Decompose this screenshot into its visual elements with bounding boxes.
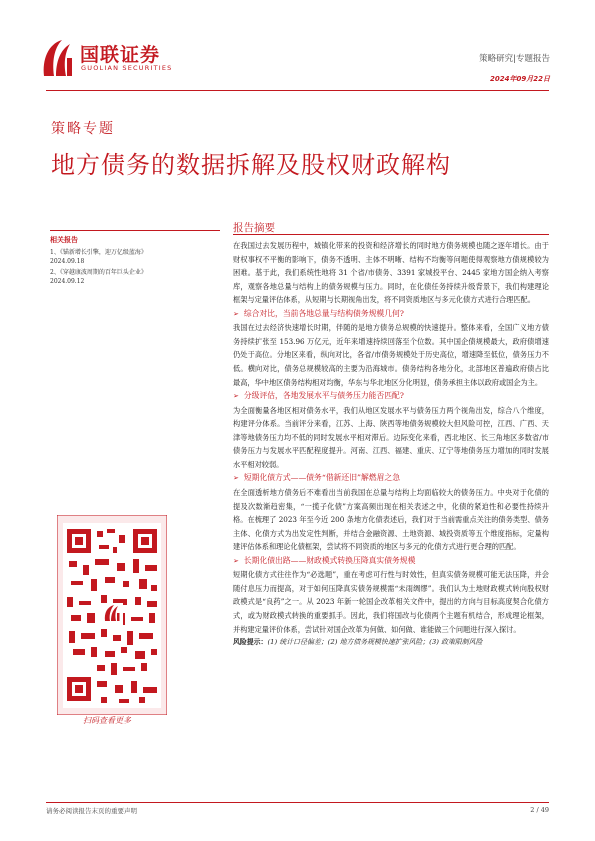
related-item-date: 2024.09.18 [50,258,85,265]
section-heading-text: 短期化债方式——债务“借新还旧”解燃眉之急 [243,473,400,483]
report-type: 策略研究|专题报告 [479,54,550,64]
section-heading-text: 综合对比，当前各地总量与结构债务规模几何? [243,308,404,318]
summary-divider [233,234,549,235]
related-item-date: 2024.09.12 [50,278,85,285]
summary-heading: 报告摘要 [233,222,275,234]
page-number: 2 / 49 [530,806,549,814]
section-heading [233,389,549,404]
related-heading: 相关报告 [50,235,78,244]
risk-text: (1) 统计口径偏差；(2) 地方债务规模快速扩张风险；(3) 政策限制风险 [267,638,483,647]
section-heading-text: 分级评估，各地发展水平与债务压力能否匹配? [243,391,404,401]
section-heading [233,554,549,569]
related-item-title[interactable]: 1、《锚新增长引擎，迎万亿级蓝海》 [50,249,147,256]
qr-caption: 扫码查看更多 [83,716,131,725]
arrow-bullet-icon: ➢ [233,392,239,401]
related-item-title[interactable]: 2、《穿越康波周期的百年巨头企业》 [50,269,147,276]
logo-text-cn: 国联证券 [80,44,161,66]
section-heading-text: 长期化债出路——财政模式转换压降真实债务规模 [243,555,416,565]
footer-disclaimer: 请务必阅读报告末页的重要声明 [46,807,137,815]
section-body: 在全面透析地方债务后不难看出当前我国在总量与结构上均面临较大的债务压力。中央对于化债的提及次数渐趋密集，“一揽子化债”方案高频出现在相关表述之中，化债的紧迫性和必要性持续升格。在梳理了 2023 年至今近 200 条地方化债表述后，我们对于当前需重点关注的债务类型、债务主体、化债方式为出发定性判断，并结合金融资源、土地资源、城投资质等五个维度指标，定量构建评估体系和理论化债框架，尝试将不同资质的地区与多元的化债方式进行更合理的匹配。 [233,487,549,552]
section-heading [233,307,549,322]
section-body: 短期化债方式往往作为“必选题”，重在考虑可行性与时效性，但真实债务规模可能无法压降，并会随付息压力而提高，对于如何压降真实债务规模需“未雨绸缪”。我们认为土地财政模式转向股权财政模式是“良药”之一。从 2023 年新一轮国企改革相关文件中，提出的方向与目标高度契合化债方式，或为财政模式转换的重要抓手。因此，我们将国改与化债两个主题有机结合，形成理论框架，并构建定量评价体系，尝试针对国企改革为何做、如何做、谁能做三个问题进行深入探讨。 [233,570,549,634]
arrow-bullet-icon: ➢ [233,556,239,565]
report-date: 2024年09月22日 [490,75,550,83]
section-body: 我国在过去经济快速增长时期，伴随的是地方债务总规模的快速提升。整体来看，全国广义地方债务持续扩张至 153.96 万亿元，近年来增速持续回落至个位数。其中国企债规模最大，政府债增速仍处于高位。分地区来看，纵向对比，各省/市债务规模处于历史高位，增速降至低位，债务压力不低。横向对比，债务总规模较高的主要为沿海城市。债务结构各地分化，北部地区普遍政府债占比最高，华中地区债务结构相对均衡，华东与华北地区分化明显，债务承担主体以政府或国企为主。 [233,323,549,387]
qr-code-block [53,505,170,735]
related-reports [50,230,220,288]
section-body: 为全面衡量各地区相对债务水平，我们从地区发展水平与债务压力两个视角出发，综合八个维度，构建评分体系。当前评分来看，江苏、上海、陕西等地债务规模较大但风险可控，江西、广西、天津等地债务压力均不低的同时发展水平相对滞后。边际变化来看，西北地区、长三角地区多数省/市债务压力与发展水平匹配程度提升。河南、江西、福建、重庆、辽宁等地债务压力增加的同时发展水平相对较弱。 [233,405,549,469]
arrow-bullet-icon: ➢ [233,474,239,483]
company-logo [40,36,200,80]
report-title: 地方债务的数据拆解及股权财政解构 [51,151,451,179]
logo-text-en: GUOLIAN SECURITIES [81,64,173,72]
risk-label: 风险提示： [233,638,268,647]
footer-divider [46,802,549,803]
header-meta [479,52,550,84]
summary-content [233,239,549,650]
risk-warning [233,636,549,650]
logo-mark-icon [40,36,76,80]
summary-intro: 在我国过去发展历程中，城镇化带来的投资和经济增长的同时地方债务规模也随之逐年增长。由于财权事权不平衡的影响下，债务不透明、主体不明晰、结构不均衡等问题使得观察地方债规模较为困难。基于此，我们系统性地将 31 个省/市债务、3391 家城投平台、2445 家地方国企纳入考察库，观察各地总量与结构上的债务规模与压力。同时，在化债任务持续升级背景下，我们构建理论框架与定量评估体系，从短期与长期视角出发，将不同资质地区与多元化债方式进行合理匹配。 [233,241,549,305]
qr-code-icon[interactable] [57,515,167,715]
section-heading [233,471,549,486]
header-divider [46,90,549,91]
arrow-bullet-icon: ➢ [233,309,239,318]
report-category: 策略专题 [51,121,115,137]
